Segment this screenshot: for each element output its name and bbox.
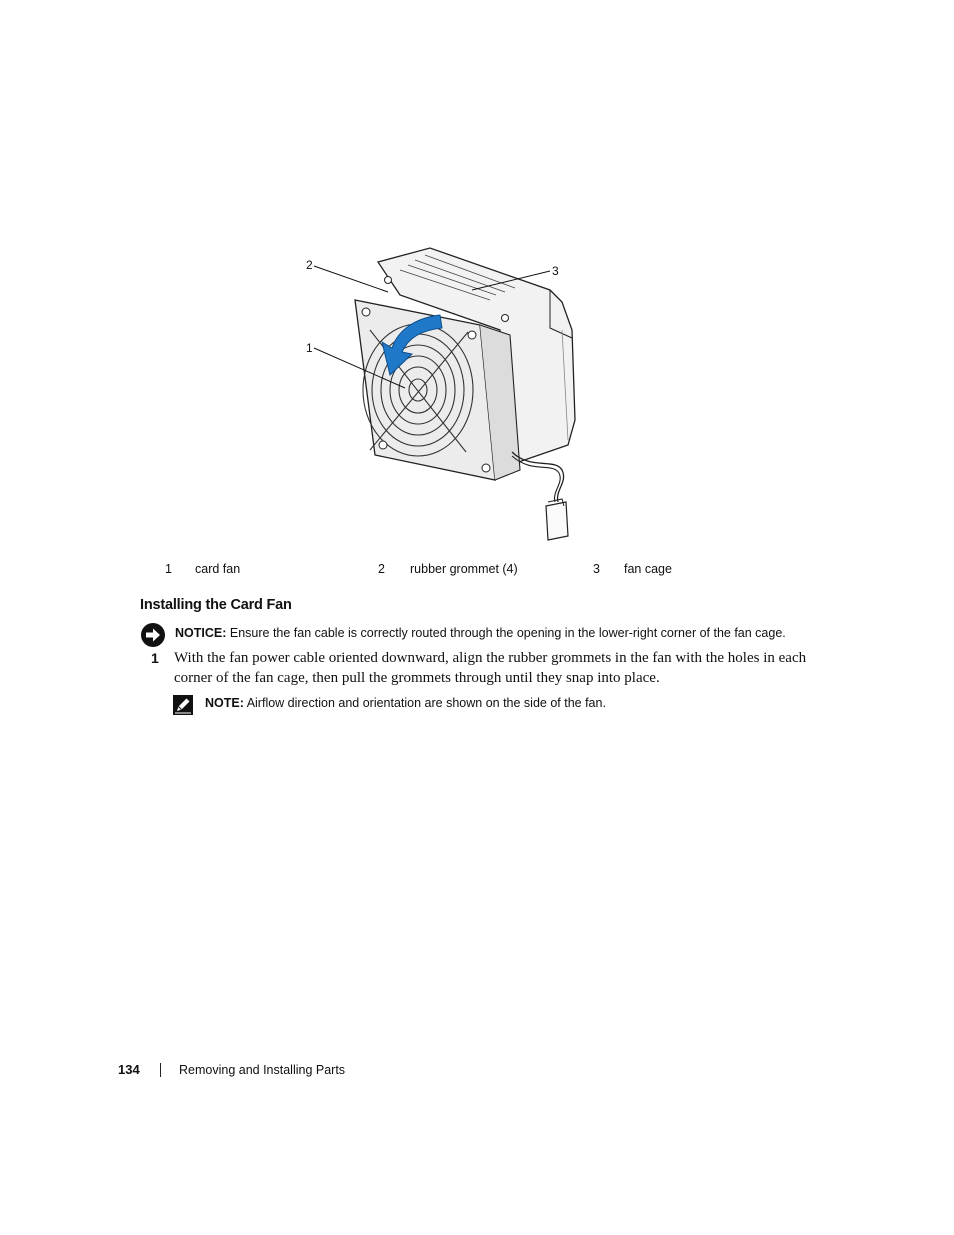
pencil-note-icon	[172, 694, 194, 716]
legend-label-1: card fan	[195, 562, 241, 576]
notice-text: Ensure the fan cable is correctly routed through the opening in the lower-right corner of the fan cage.	[229, 626, 786, 640]
note-text: Airflow direction and orientation are shown on the side of the fan.	[246, 696, 606, 710]
figure-legend	[0, 562, 954, 580]
footer-divider	[160, 1063, 161, 1077]
page-number: 134	[118, 1062, 140, 1077]
footer-section-title: Removing and Installing Parts	[179, 1063, 346, 1077]
legend-label-3: fan cage	[624, 562, 672, 576]
card-fan-illustration	[300, 240, 590, 545]
section-heading: Installing the Card Fan	[140, 597, 292, 613]
notice-message	[175, 626, 786, 640]
step-number: 1	[151, 650, 159, 666]
callout-3: 3	[552, 264, 559, 278]
step-text: With the fan power cable oriented downward, align the rubber grommets in the fan with the holes in each corner of the fan cage, then pull the grommets through until they snap into place.	[174, 650, 807, 686]
notice-lead: NOTICE:	[175, 626, 227, 640]
callout-2: 2	[306, 258, 313, 272]
legend-number-1: 1	[165, 562, 172, 576]
notice-arrow-icon	[140, 622, 166, 648]
fan-connector	[546, 502, 568, 540]
fan-cage-drawing	[300, 240, 590, 545]
callout-1: 1	[306, 341, 313, 355]
note-lead: NOTE:	[205, 696, 244, 710]
legend-number-2: 2	[378, 562, 385, 576]
legend-number-3: 3	[593, 562, 600, 576]
legend-label-2: rubber grommet (4)	[410, 562, 518, 576]
note-message	[205, 696, 606, 710]
